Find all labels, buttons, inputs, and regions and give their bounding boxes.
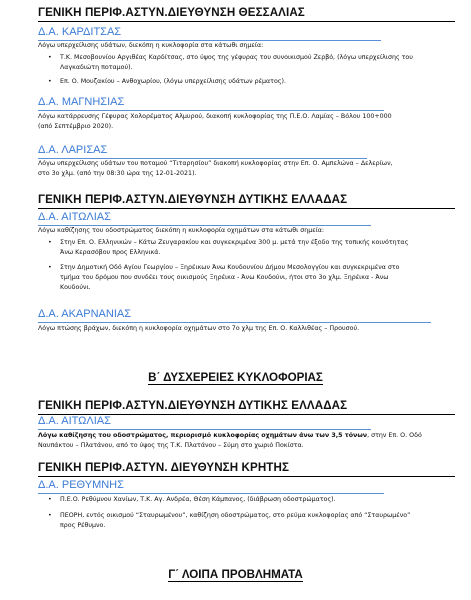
bullet-icon: •	[48, 54, 52, 61]
regional-header-thessalia: ΓΕΝΙΚΗ ΠΕΡΙΦ.ΑΣΤΥΝ.ΔΙΕΥΘΥΝΣΗ ΘΕΣΣΑΛΙΑΣ	[38, 6, 455, 22]
aitolias1-bullet-1: • Στην Επ. Ο. Ελληνικών – Κάτω Ζευγαρακίου και συγκεκριμένα 300 μ. μετά την έξοδο της τοπικής κοινότητας Άνω Κερασόβου προς Ελληνικά.	[48, 239, 409, 256]
regional-header-kriti: ΓΕΝΙΚΗ ΠΕΡΙΦ.ΑΣΤΥΝ. ΔΙΕΥΘΥΝΣΗ ΚΡΗΤΗΣ	[38, 461, 455, 477]
rethymnis-bullet-2: • ΠΕΟΡΗ, εντός οικισμού “Σταυρωμένου”, καθίζηση οδοστρώματος, στο ρεύμα κυκλοφορίας από “Σταυρωμένο” προς Ρέθυμνο.	[48, 512, 411, 529]
karditsa-bullet-2: • Επ. Ο. Μουζακίου – Ανθοχωρίου, (λόγω υπερχείλισης υδάτων ρέματος).	[48, 78, 286, 85]
bullet-icon: •	[48, 496, 52, 503]
dept-title-rethymnis: Δ.Α. ΡΕΘΥΜΝΗΣ	[38, 479, 124, 491]
dept-title-akarnanias: Δ.Α. ΑΚΑΡΝΑΝΙΑΣ	[38, 308, 132, 320]
aitolias1-bullet-2: • Στην Δημοτική Οδό Αγίου Γεωργίου – Ξηρέικων Άνω Κουδουνίου Δήμου Μεσολογγίου και συγκεκριμένα στο τμήμα του δρόμου που συνδέει τους οικισμούς Ξηρέικα - Άνω Κουδούνι, ήτοι στο 3ο χλμ. Ξηρέικα - Άνω Κουδούνι.	[48, 264, 400, 291]
aitolias1-intro: Λόγω καθίζησης του οδοστρώματος διεκόπη η κυκλοφορία οχημάτων στα κάτωθι σημεία:	[38, 227, 325, 234]
akarnanias-text: Λόγω πτώσης βράχων, διεκόπη η κυκλοφορία οχημάτων στο 7ο χλμ της Επ. Ο. Καλλιθέας – Προυσού.	[38, 325, 360, 332]
dept-title-aitolias-1: Δ.Α. ΑΙΤΩΛΙΑΣ	[38, 211, 111, 223]
rethymnis-bullet-1: • Π.Ε.Ο. Ρεθύμνου Χανίων, Τ.Κ. Αγ. Ανδρέα, Θέση Κάμπανος, (διάβρωση οδοστρώματος).	[48, 496, 336, 503]
aitolias2-text: Λόγω καθίζησης του οδοστρώματος, περιορισμό κυκλοφορίας οχημάτων άνω των 3,5 τόνων, στην Επ. Ο. Οδό Ναυπάκτου – Πλατάνου, από το ύψος της Τ.Κ. Πλατάνου – Σύμη στο χωριό Ποκίστα.	[38, 432, 422, 449]
bullet-icon: •	[48, 78, 52, 85]
dept-title-larisa: Δ.Α. ΛΑΡΙΣΑΣ	[38, 144, 108, 156]
bullet-icon: •	[48, 512, 52, 519]
section-g-heading: Γ΄ ΛΟΙΠΑ ΠΡΟΒΛΗΜΑΤΑ	[168, 568, 303, 581]
magnisia-text: Λόγω κατάρρευσης Γέφυρας Χολορέματος Αλμυρού, διακοπή κυκλοφορίας της Π.Ε.Ο. Λαμίας – Βόλου 100+000 (από Σεπτέμβριο 2020).	[38, 113, 392, 130]
section-b-heading: Β΄ ΔΥΣΧΕΡΕΙΕΣ ΚΥΚΛΟΦΟΡΙΑΣ	[148, 371, 323, 384]
dept-title-karditsa: Δ.Α. ΚΑΡΔΙΤΣΑΣ	[38, 26, 122, 38]
larisa-text: Λόγω υπερχείλισης υδάτων του ποταμού “Τιταρησίου” διακοπή κυκλοφορίας στην Επ. Ο. Αμπελώνα – Δελερίων, στο 3ο χλμ. (από την 08:30 ώρα της 12-01-2021).	[38, 160, 393, 177]
dept-title-magnisia: Δ.Α. ΜΑΓΝΗΣΙΑΣ	[38, 96, 125, 108]
regional-header-dytiki-1: ΓΕΝΙΚΗ ΠΕΡΙΦ.ΑΣΤΥΝ.ΔΙΕΥΘΥΝΣΗ ΔΥΤΙΚΗΣ ΕΛΛΑΔΑΣ	[38, 193, 455, 209]
dept-title-aitolias-2: Δ.Α. ΑΙΤΩΛΙΑΣ	[38, 415, 111, 427]
bullet-icon: •	[48, 264, 52, 271]
karditsa-bullet-1: • Τ.Κ. Μεσοβουνίου Αργιθέας Καρδίτσας, στο ύψος της γέφυρας του συνοικισμού Ζερβό, (λόγω υπερχείλισης του Λαγκαδιώτη ποταμού).	[48, 54, 413, 71]
karditsa-intro: Λόγω υπερχείλισης υδάτων, διεκόπη η κυκλοφορία στα κάτωθι σημεία:	[38, 42, 264, 49]
regional-header-dytiki-2: ΓΕΝΙΚΗ ΠΕΡΙΦ.ΑΣΤΥΝ.ΔΙΕΥΘΥΝΣΗ ΔΥΤΙΚΗΣ ΕΛΛΑΔΑΣ	[38, 399, 455, 415]
bullet-icon: •	[48, 239, 52, 246]
